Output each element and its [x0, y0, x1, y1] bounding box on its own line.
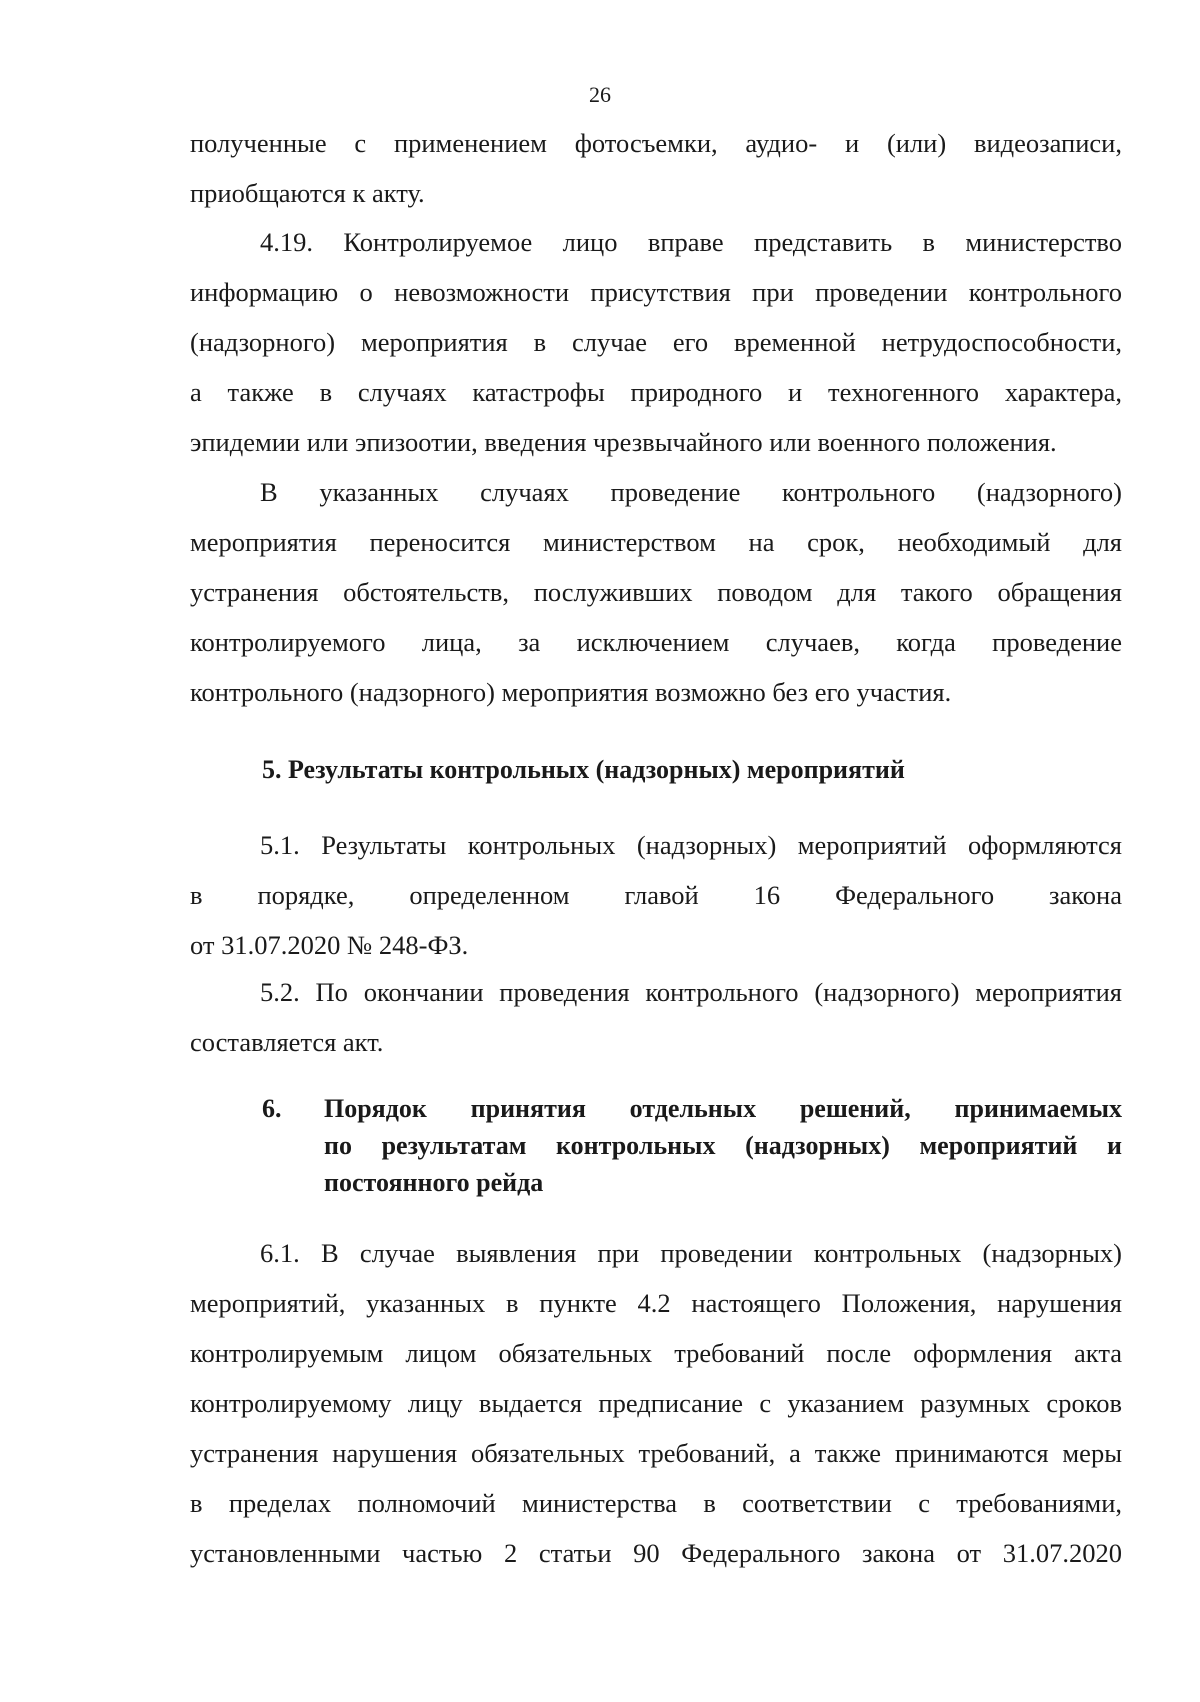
text-line: составляется акт.	[190, 1027, 384, 1057]
heading-line: по результатам контрольных (надзорных) мероприятий и	[324, 1131, 1122, 1160]
page-number: 26	[589, 82, 611, 107]
text-line: устранения обстоятельств, послуживших поводом для такого обращения	[190, 577, 1122, 607]
text-line: устранения нарушения обязательных требований, а также принимаются меры	[190, 1438, 1122, 1468]
text-line: а также в случаях катастрофы природного и техногенного характера,	[190, 377, 1122, 407]
text-line: от 31.07.2020 № 248-ФЗ.	[190, 930, 469, 960]
text-line: контролируемым лицом обязательных требований после оформления акта	[190, 1338, 1122, 1368]
text-line: контрольного (надзорного) мероприятия возможно без его участия.	[190, 677, 952, 707]
text-line: в порядке, определенном главой 16 Федерального закона	[190, 880, 1122, 910]
paragraph-continuation	[190, 118, 1122, 218]
text-line: контролируемого лица, за исключением случаев, когда проведение	[190, 627, 1122, 657]
text-line: информацию о невозможности присутствия при проведении контрольного	[190, 277, 1122, 307]
text-line: (надзорного) мероприятия в случае его временной нетрудоспособности,	[190, 327, 1122, 357]
text-line: 5.2. По окончании проведения контрольного (надзорного) мероприятия	[260, 977, 1122, 1007]
paragraph-cases	[190, 467, 1122, 717]
text-line: эпидемии или эпизоотии, введения чрезвычайного или военного положения.	[190, 427, 1057, 457]
heading-line: постоянного рейда	[324, 1168, 544, 1197]
paragraph-6-1	[190, 1228, 1122, 1578]
paragraph-4-19	[190, 217, 1122, 467]
text-line: мероприятий, указанных в пункте 4.2 настоящего Положения, нарушения	[190, 1288, 1122, 1318]
section-title	[324, 1090, 1122, 1201]
text-line: 6.1. В случае выявления при проведении контрольных (надзорных)	[260, 1238, 1122, 1268]
section-heading-5: 5. Результаты контрольных (надзорных) мероприятий	[262, 755, 905, 784]
text-line: установленными частью 2 статьи 90 Федерального закона от 31.07.2020	[190, 1538, 1122, 1568]
text-line: 4.19. Контролируемое лицо вправе представить в министерство	[260, 227, 1122, 257]
heading-line: Порядок принятия отдельных решений, принимаемых	[324, 1094, 1122, 1123]
text-line: В указанных случаях проведение контрольного (надзорного)	[260, 477, 1122, 507]
text-line: приобщаются к акту.	[190, 178, 425, 208]
text-line: контролируемому лицу выдается предписание с указанием разумных сроков	[190, 1388, 1122, 1418]
text-line: полученные с применением фотосъемки, аудио- и (или) видеозаписи,	[190, 128, 1122, 158]
paragraph-5-2	[190, 967, 1122, 1067]
text-line: мероприятия переносится министерством на срок, необходимый для	[190, 527, 1122, 557]
paragraph-5-1	[190, 820, 1122, 970]
text-line: в пределах полномочий министерства в соответствии с требованиями,	[190, 1488, 1122, 1518]
section-number: 6.	[262, 1094, 282, 1123]
text-line: 5.1. Результаты контрольных (надзорных) мероприятий оформляются	[260, 830, 1122, 860]
